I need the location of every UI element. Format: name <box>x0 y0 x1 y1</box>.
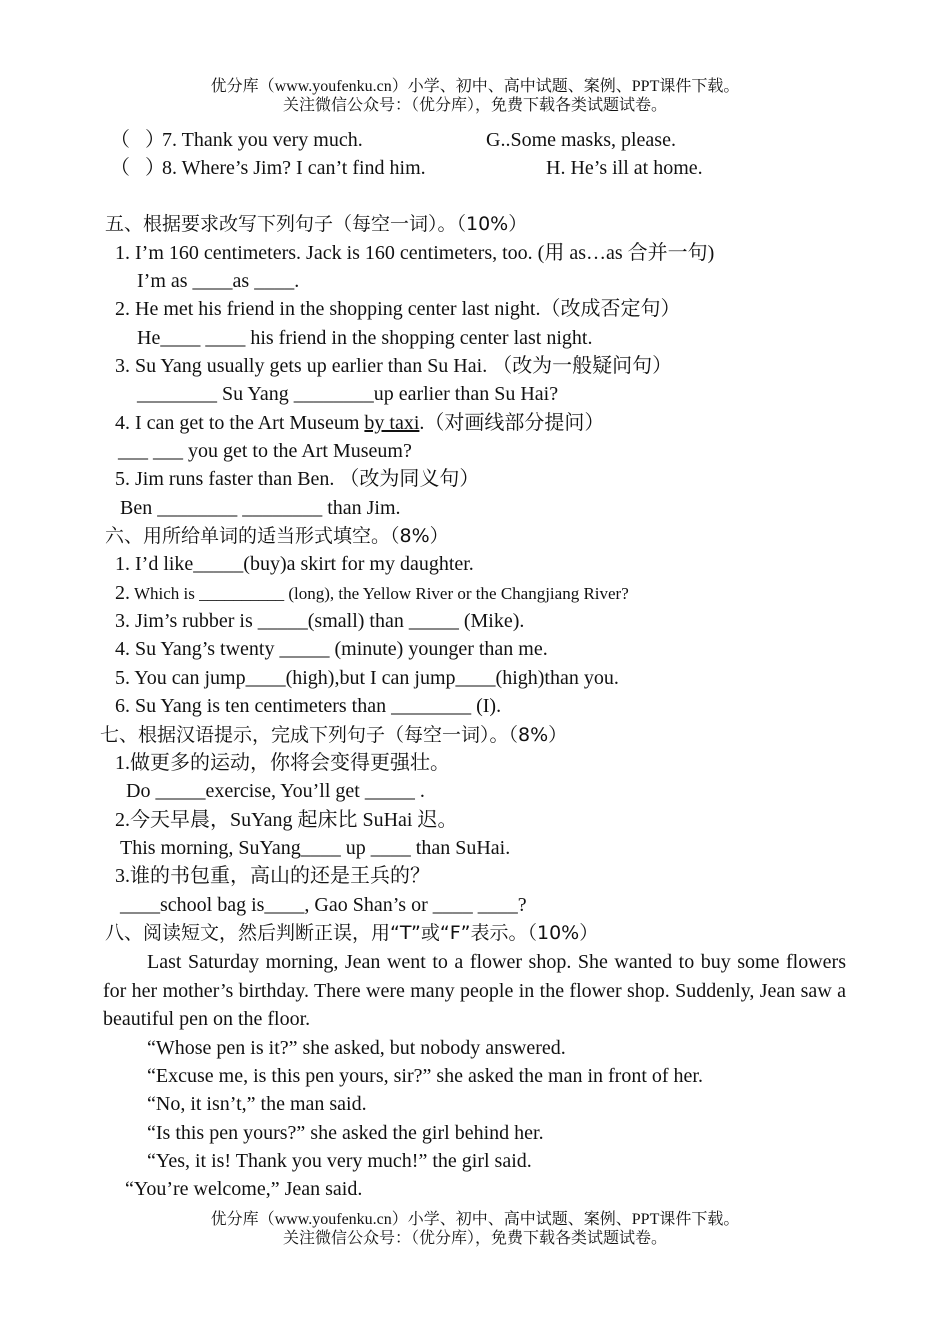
s6-question-1: 1. I’d like_____(buy)a skirt for my daughter. <box>115 553 474 575</box>
s5-question-3: 3. Su Yang usually gets up earlier than Su Hai. （改为一般疑问句） <box>115 355 673 377</box>
reading-line-1: “Whose pen is it?” she asked, but nobody answered. <box>147 1037 566 1059</box>
q4-text: 4. I can get to the Art Museum <box>115 412 365 434</box>
s7-prompt-2: 2.今天早晨，SuYang 起床比 SuHai 迟。 <box>115 809 458 831</box>
footer-line-2: 关注微信公众号：（优分库），免费下载各类试题试卷。 <box>282 1230 667 1247</box>
page-footer <box>0 1210 950 1248</box>
s7-answer-1: Do _____exercise, You’ll get _____ . <box>126 780 425 802</box>
s5-answer-4: ___ ___ you get to the Art Museum? <box>118 440 412 462</box>
s5-question-5: 5. Jim runs faster than Ben. （改为同义句） <box>115 468 480 490</box>
s5-answer-2: He____ ____ his friend in the shopping center last night. <box>137 327 593 349</box>
section-7-title: 七、根据汉语提示，完成下列句子（每空一词）。（8%） <box>100 724 568 746</box>
answer-bracket: （ ） <box>110 129 165 151</box>
matching-item-7 <box>110 127 363 153</box>
q2-number: 2. <box>115 582 130 604</box>
s5-answer-1: I’m as ____as ____. <box>137 270 300 292</box>
s6-question-3: 3. Jim’s rubber is _____(small) than _____ (Mike). <box>115 610 525 632</box>
reading-line-4: “Is this pen yours?” she asked the girl behind her. <box>147 1122 544 1144</box>
s5-answer-5: Ben ________ ________ than Jim. <box>120 497 401 519</box>
section-5-title: 五、根据要求改写下列句子（每空一词）。（10%） <box>105 213 528 235</box>
q4-underlined-text: by taxi <box>364 412 420 434</box>
question-text: 7. Thank you very much. <box>162 129 363 151</box>
reading-line-2: “Excuse me, is this pen yours, sir?” she asked the man in front of her. <box>147 1065 703 1087</box>
s5-question-2: 2. He met his friend in the shopping center last night.（改成否定句） <box>115 298 681 320</box>
s5-question-1: 1. I’m 160 centimeters. Jack is 160 centimeters, too. (用 as…as 合并一句) <box>115 242 715 264</box>
q4-instruction: .（对画线部分提问） <box>419 412 605 434</box>
reading-line-3: “No, it isn’t,” the man said. <box>147 1093 367 1115</box>
reading-paragraph: Last Saturday morning, Jean went to a flower shop. She wanted to buy some flowers for her mother’s birthday. There were many people in the flower shop. Suddenly, Jean saw a beautiful pen on the floor. <box>103 951 846 1030</box>
s6-question-2 <box>115 580 629 607</box>
s5-question-4 <box>115 410 604 436</box>
matching-option-g: G..Some masks, please. <box>486 129 676 151</box>
page-header <box>0 77 950 115</box>
section-8-title: 八、阅读短文，然后判断正误，用“T”或“F”表示。（10%） <box>105 922 599 944</box>
s5-answer-3: ________ Su Yang ________up earlier than Su Hai? <box>137 383 559 405</box>
s7-prompt-3: 3.谁的书包重，高山的还是王兵的？ <box>115 865 430 887</box>
matching-item-8 <box>110 155 426 181</box>
s7-answer-2: This morning, SuYang____ up ____ than SuHai. <box>120 837 511 859</box>
question-text: 8. Where’s Jim? I can’t find him. <box>162 157 426 179</box>
section-6-title: 六、用所给单词的适当形式填空。（8%） <box>105 525 449 547</box>
q2-text: Which is __________ (long), the Yellow River or the Changjiang River? <box>130 584 629 603</box>
reading-line-5: “Yes, it is! Thank you very much!” the girl said. <box>147 1150 532 1172</box>
matching-option-h: H. He’s ill at home. <box>546 157 703 179</box>
header-line-2: 关注微信公众号：（优分库），免费下载各类试题试卷。 <box>282 97 667 114</box>
header-line-1: 优分库（www.youfenku.cn）小学、初中、高中试题、案例、PPT课件下载。 <box>210 78 740 95</box>
s7-prompt-1: 1.做更多的运动，你将会变得更强壮。 <box>115 752 450 774</box>
s6-question-4: 4. Su Yang’s twenty _____ (minute) younger than me. <box>115 638 548 660</box>
s6-question-5: 5. You can jump____(high),but I can jump____(high)than you. <box>115 667 619 689</box>
footer-line-1: 优分库（www.youfenku.cn）小学、初中、高中试题、案例、PPT课件下载。 <box>210 1211 740 1228</box>
s6-question-6: 6. Su Yang is ten centimeters than ________ (I). <box>115 695 502 717</box>
s7-answer-3: ____school bag is____, Gao Shan’s or ____ ____? <box>120 894 527 916</box>
answer-bracket: （ ） <box>110 157 165 179</box>
reading-line-6: “You’re welcome,” Jean said. <box>125 1178 363 1200</box>
